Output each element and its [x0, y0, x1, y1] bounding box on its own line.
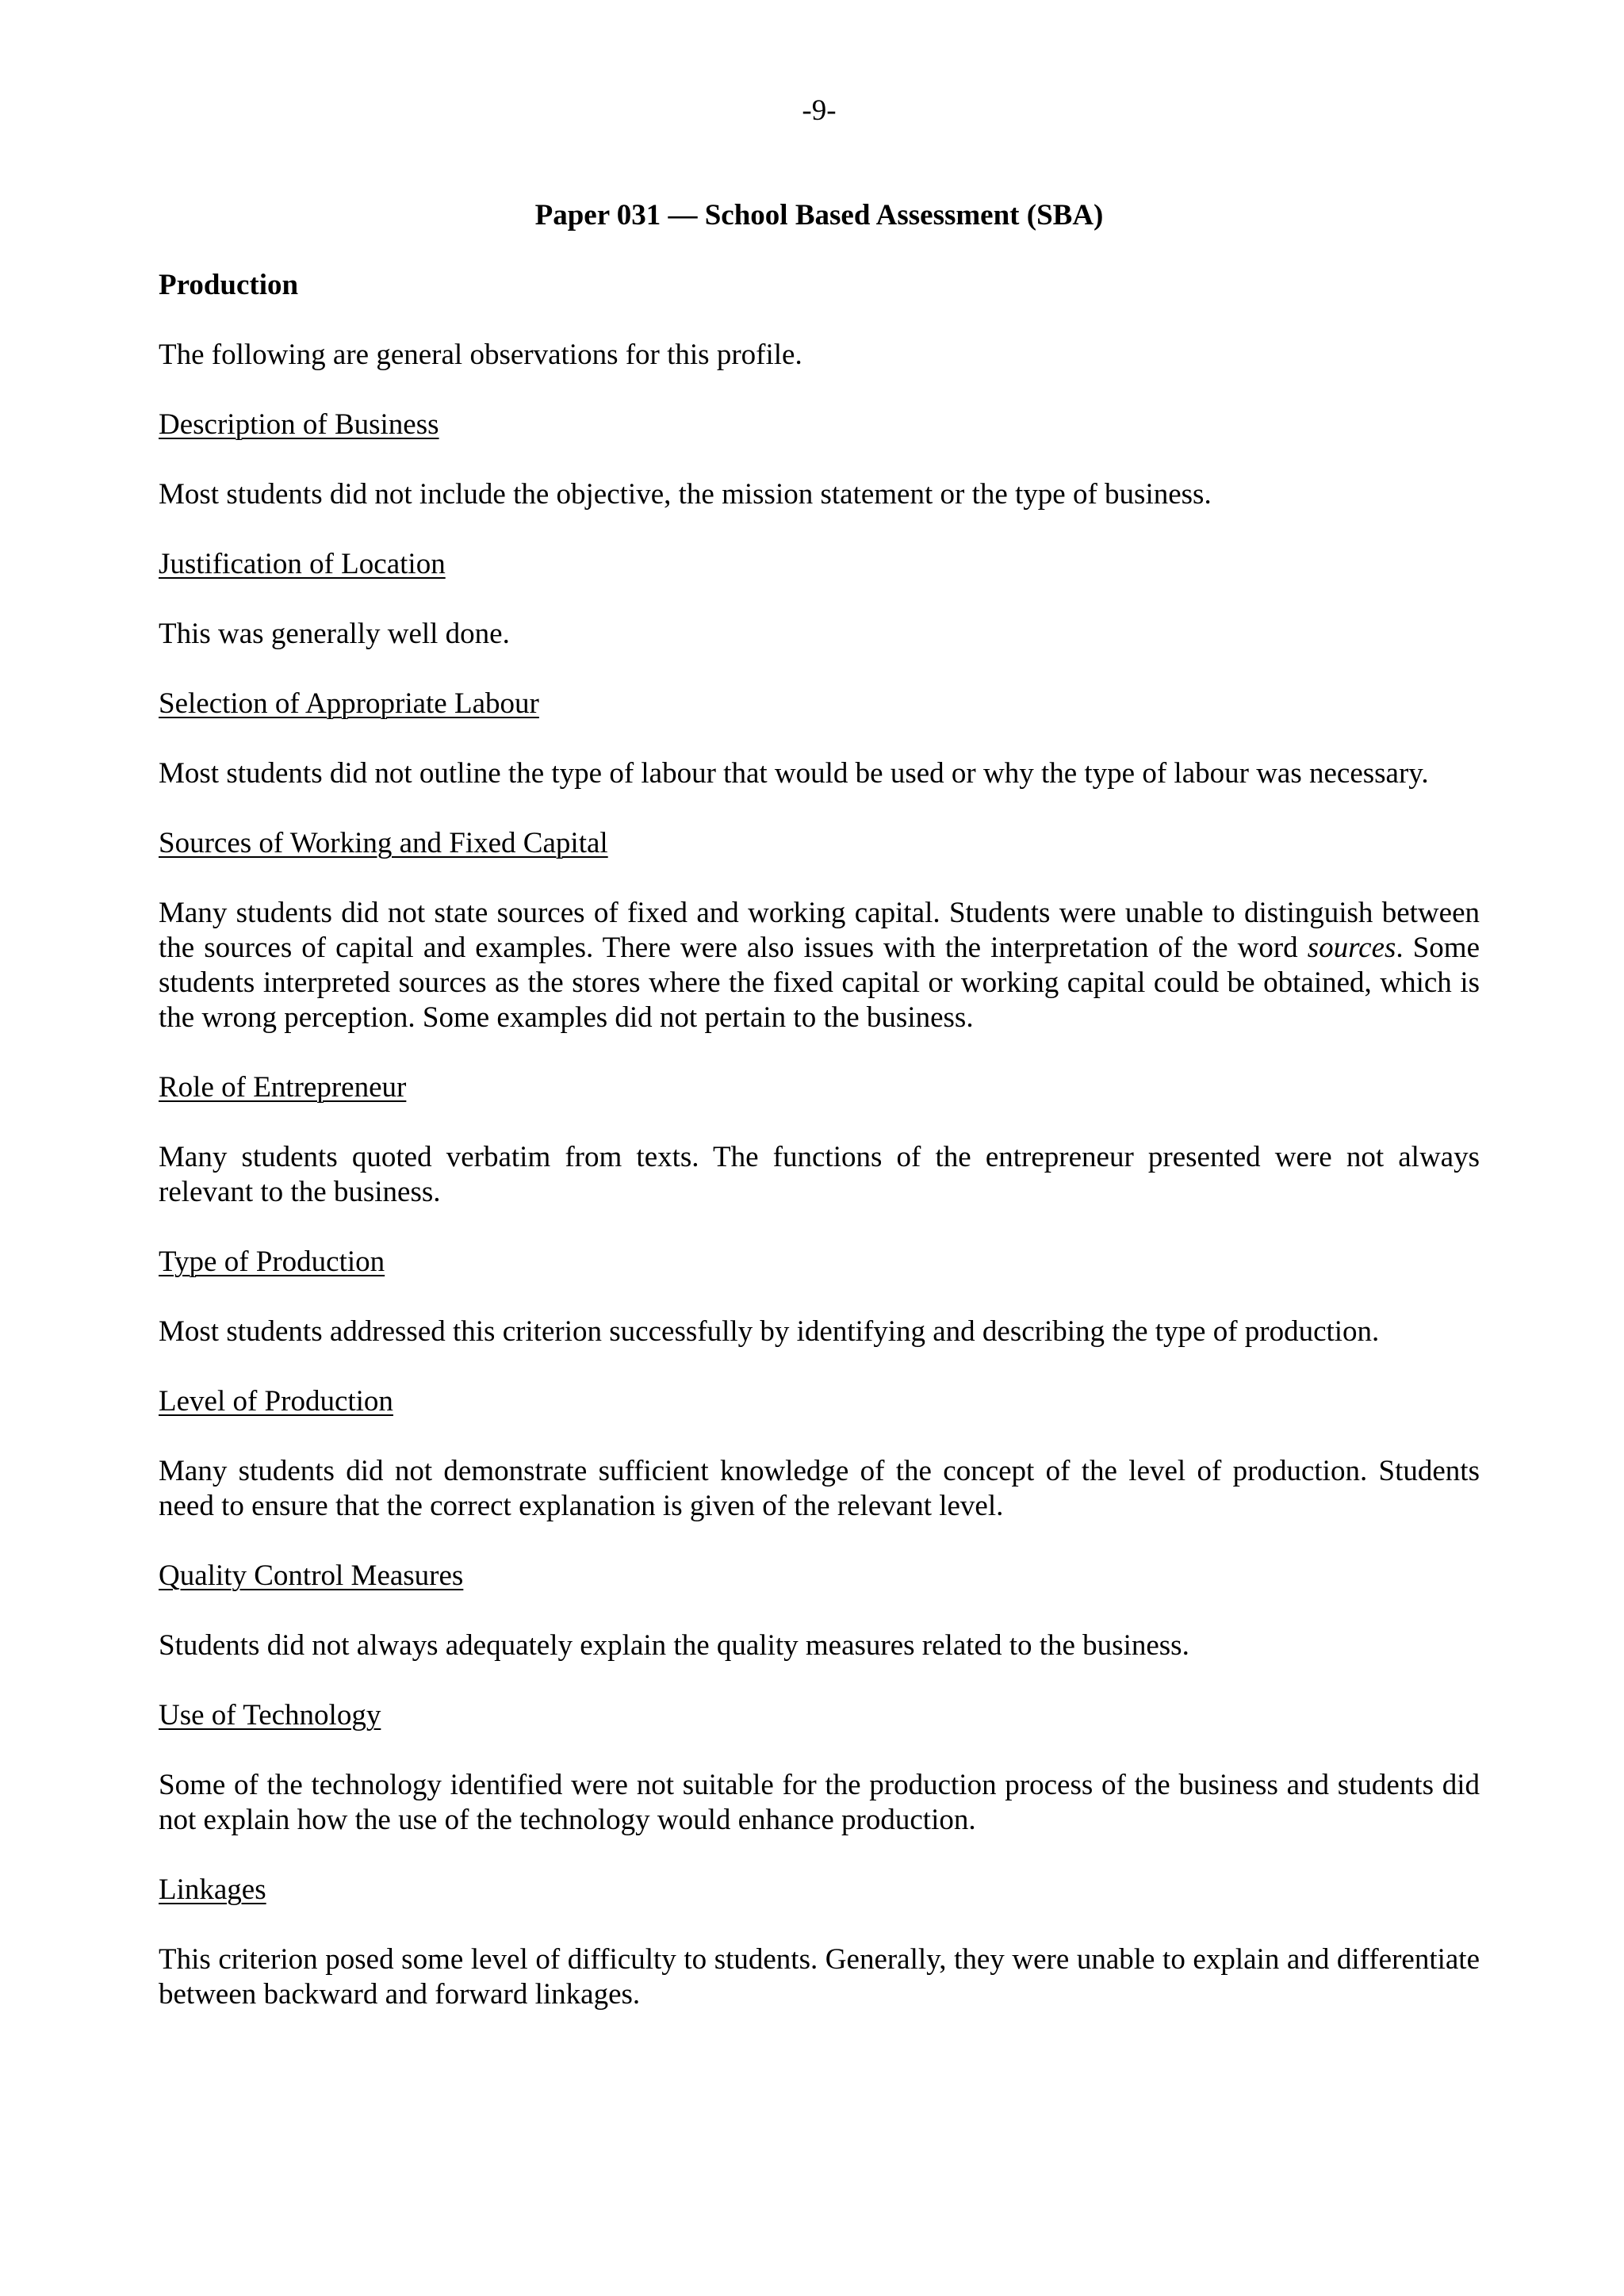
profile-heading: Production — [159, 269, 299, 301]
criterion-heading: Description of Business — [159, 408, 439, 441]
document-page — [159, 94, 1480, 2047]
criterion-body: Most students addressed this criterion successfully by identifying and describing the type of production. — [159, 1315, 1380, 1348]
criterion-quality-control-measures — [159, 1559, 1480, 1663]
criterion-body: Most students did not outline the type of labour that would be used or why the type of labour was necessary. — [159, 757, 1429, 790]
criterion-heading: Role of Entrepreneur — [159, 1071, 407, 1104]
criterion-body-text: . Some students interpreted sources as the stores where the fixed capital or working capital could be obtained, which is the wrong perception. Some examples did not pertain to the business. — [159, 932, 1480, 1034]
section-title: Paper 031 — School Based Assessment (SBA) — [534, 199, 1104, 232]
criterion-body: Many students quoted verbatim from texts. The functions of the entrepreneur presented were not always relevant to the business. — [159, 1141, 1480, 1208]
criterion-body: Most students did not include the objective, the mission statement or the type of business. — [159, 478, 1212, 511]
criterion-body: Many students did not demonstrate sufficient knowledge of the concept of the level of production. Students need to ensure that the correct explanation is given of the relevant level. — [159, 1455, 1480, 1522]
criterion-description-of-business — [159, 408, 1480, 512]
criterion-sources-of-capital — [159, 826, 1480, 1035]
criterion-heading: Justification of Location — [159, 548, 446, 580]
criterion-body: Some of the technology identified were not suitable for the production process of the business and students did not explain how the use of the technology would enhance production. — [159, 1769, 1480, 1836]
criterion-body — [159, 896, 1480, 1035]
criterion-body: Students did not always adequately explain the quality measures related to the business. — [159, 1629, 1189, 1662]
intro-text: The following are general observations for this profile. — [159, 339, 802, 371]
criterion-heading: Linkages — [159, 1873, 266, 1906]
page-number: -9- — [802, 94, 837, 127]
criterion-linkages — [159, 1873, 1480, 2012]
criterion-heading: Use of Technology — [159, 1699, 381, 1732]
criterion-role-of-entrepreneur — [159, 1070, 1480, 1210]
criterion-type-of-production — [159, 1245, 1480, 1349]
criterion-justification-of-location — [159, 547, 1480, 652]
criterion-body: This criterion posed some level of difficulty to students. Generally, they were unable to explain and differentiate between backward and forward linkages. — [159, 1943, 1480, 2011]
criterion-heading: Selection of Appropriate Labour — [159, 687, 539, 720]
criterion-body-italic-term: sources — [1307, 932, 1396, 964]
criterion-body: This was generally well done. — [159, 618, 510, 650]
criterion-heading: Level of Production — [159, 1385, 393, 1418]
criterion-selection-of-appropriate-labour — [159, 687, 1480, 791]
criterion-heading: Quality Control Measures — [159, 1559, 464, 1592]
criterion-heading: Type of Production — [159, 1246, 385, 1278]
criterion-heading: Sources of Working and Fixed Capital — [159, 827, 608, 859]
criterion-use-of-technology — [159, 1698, 1480, 1838]
criterion-level-of-production — [159, 1384, 1480, 1524]
criterion-body-text: Many students did not state sources of fixed and working capital. Students were unable to distinguish between the sources of capital and examples. There were also issues with the interpretation of the word — [159, 897, 1480, 964]
